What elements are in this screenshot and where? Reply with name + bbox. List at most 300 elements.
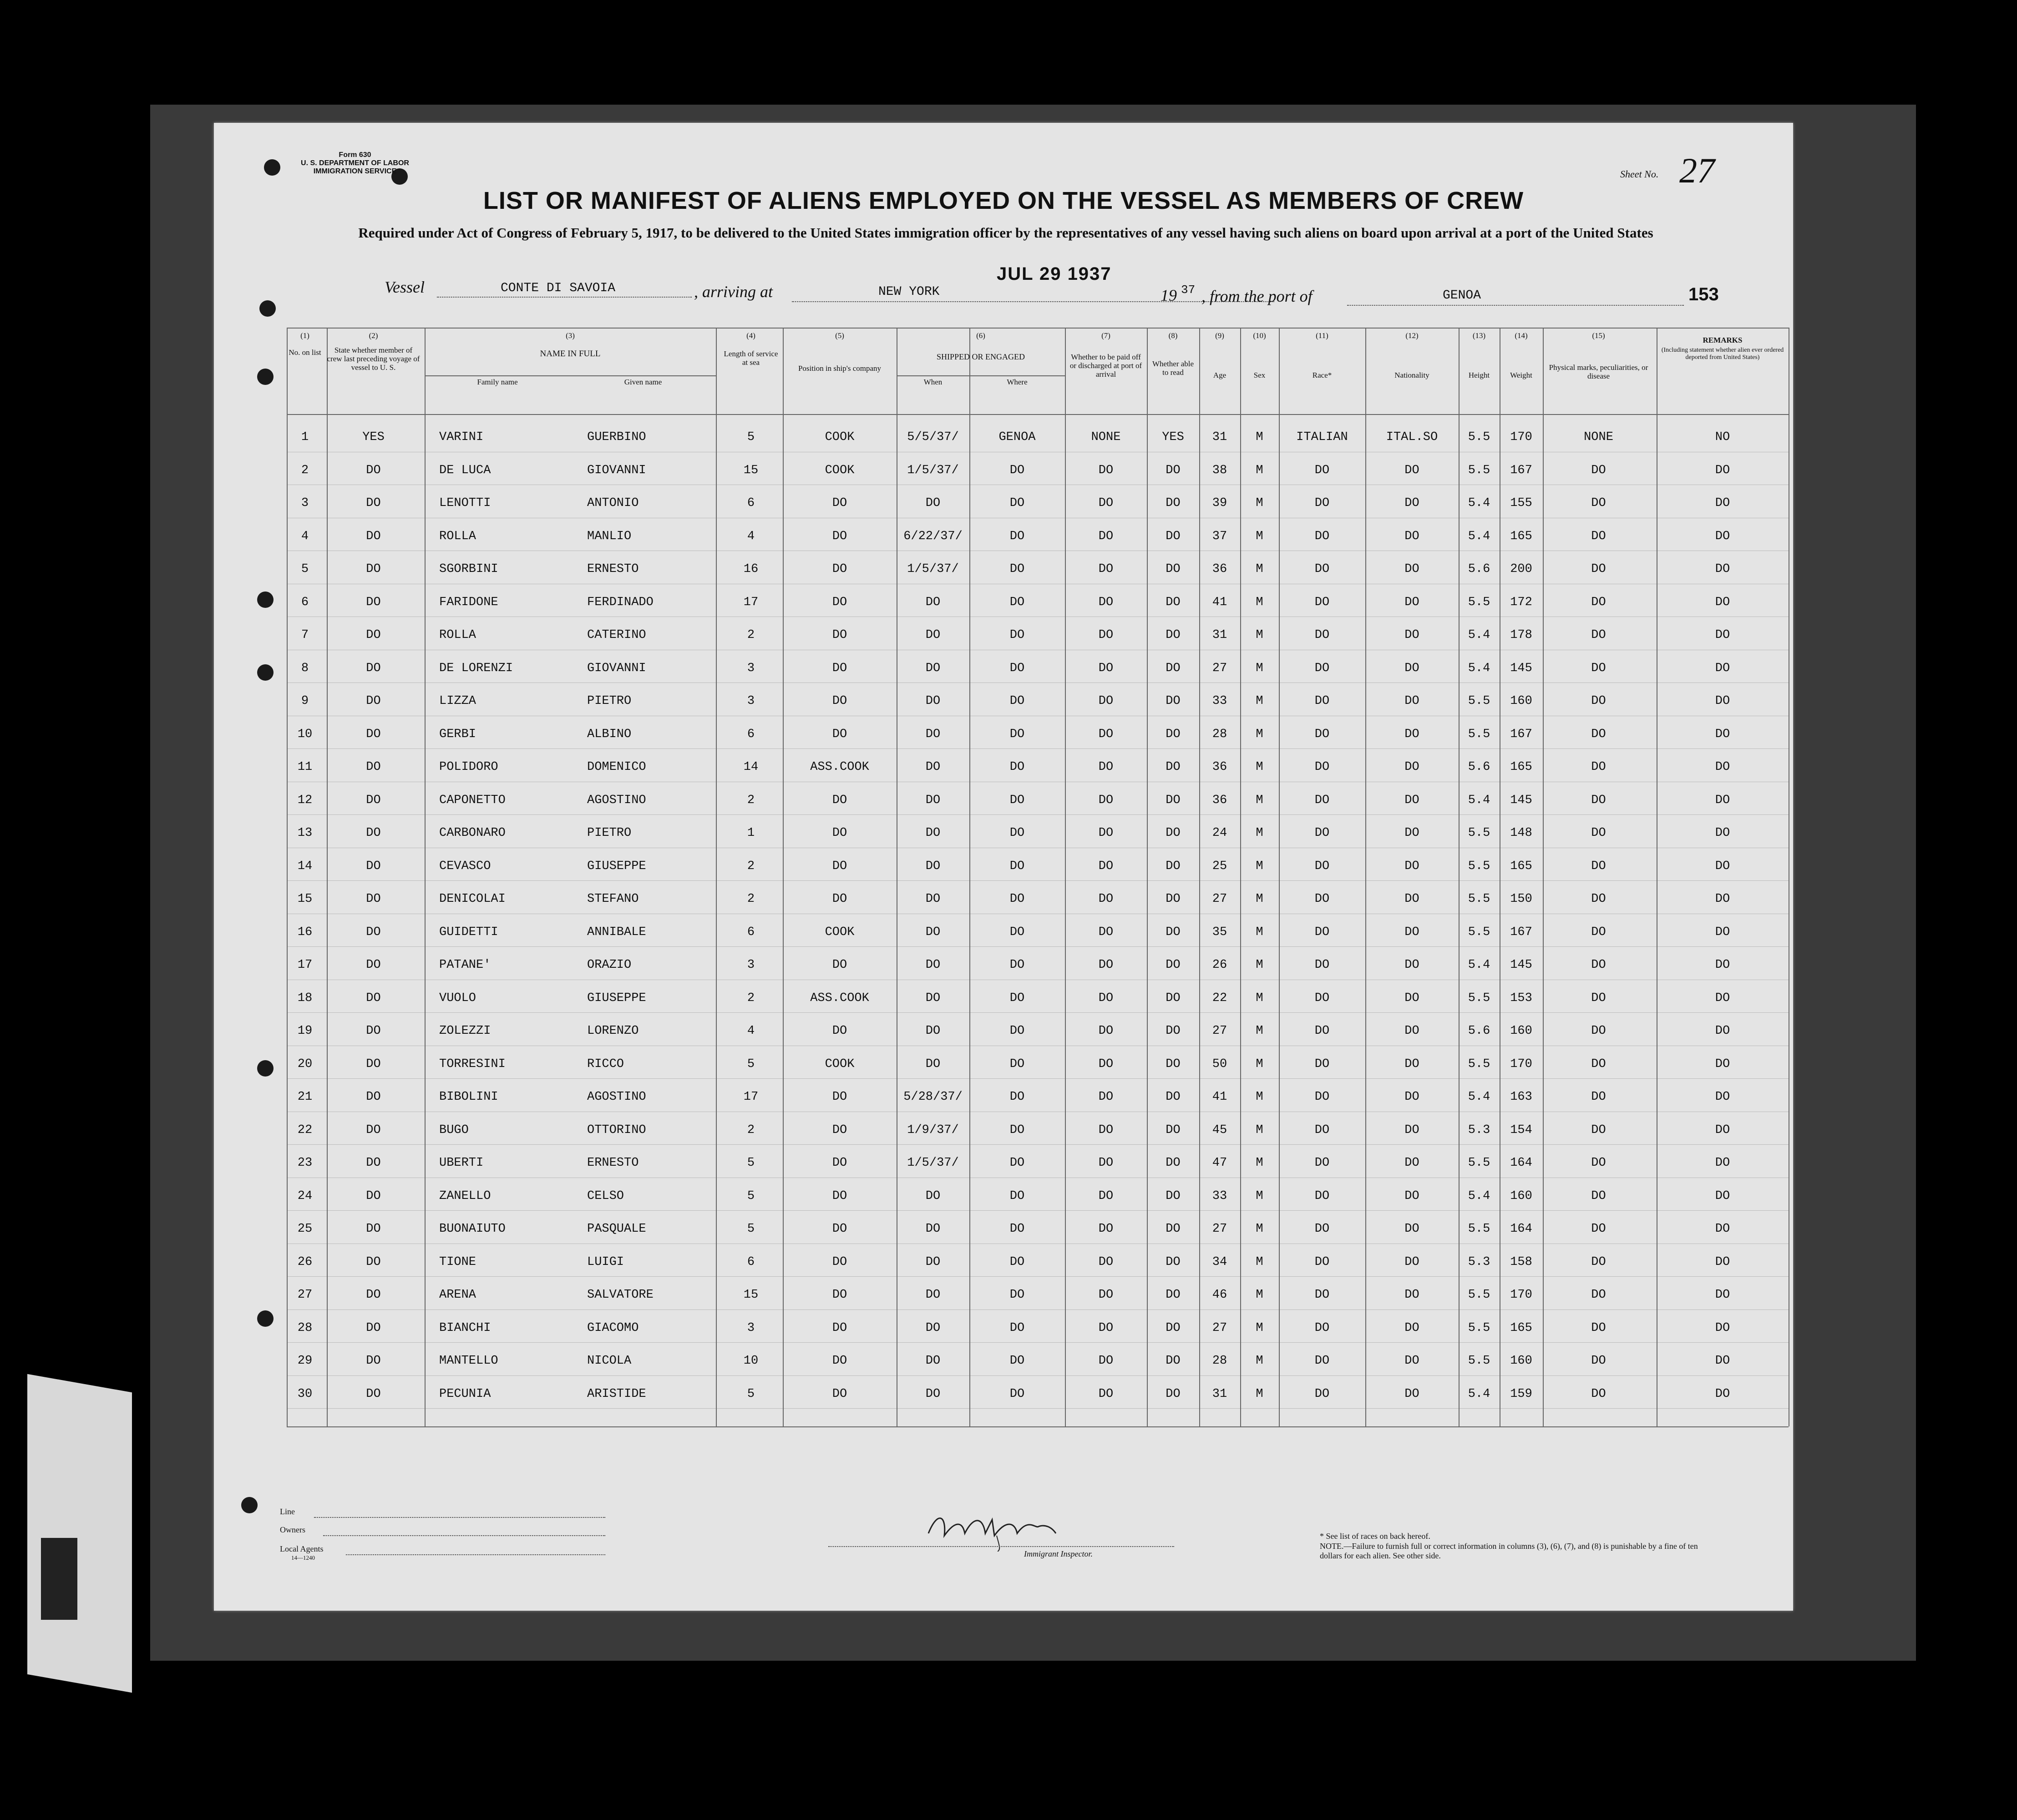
remarks: DO <box>1715 595 1730 609</box>
crew-previous-voyage: DO <box>366 1057 381 1071</box>
row-number: 3 <box>301 496 309 510</box>
row-number: 22 <box>297 1123 313 1137</box>
given-name: DOMENICO <box>587 760 646 774</box>
given-name: PIETRO <box>587 826 632 840</box>
age: 31 <box>1212 628 1227 642</box>
physical-marks: DO <box>1591 727 1606 741</box>
race: DO <box>1314 1255 1330 1269</box>
shipped-when: DO <box>925 892 941 906</box>
age: 31 <box>1212 1387 1227 1401</box>
given-name: OTTORINO <box>587 1123 646 1137</box>
given-name: ANTONIO <box>587 496 639 510</box>
sex: M <box>1256 1090 1263 1104</box>
weight: 155 <box>1510 496 1532 510</box>
nationality: DO <box>1404 727 1419 741</box>
physical-marks: DO <box>1591 1255 1606 1269</box>
row-number: 15 <box>297 892 313 906</box>
physical-marks: DO <box>1591 859 1606 873</box>
race: DO <box>1314 1090 1330 1104</box>
crew-previous-voyage: DO <box>366 1090 381 1104</box>
weight: 172 <box>1510 595 1532 609</box>
nationality: DO <box>1404 1123 1419 1137</box>
row-number: 6 <box>301 595 309 609</box>
family-name: SGORBINI <box>439 562 498 576</box>
sex: M <box>1256 991 1263 1005</box>
col10-label: Sex <box>1253 371 1266 379</box>
position: DO <box>832 1024 847 1038</box>
row-number: 23 <box>297 1156 313 1170</box>
col3-label: NAME IN FULL <box>540 349 601 359</box>
footer-owners-underline <box>323 1535 605 1536</box>
physical-marks: DO <box>1591 1189 1606 1203</box>
crew-previous-voyage: DO <box>366 991 381 1005</box>
shipped-when: DO <box>925 1255 941 1269</box>
year-printed: 19 <box>1161 286 1177 304</box>
shipped-where: DO <box>1009 1354 1025 1368</box>
weight: 160 <box>1510 694 1532 708</box>
height: 5.4 <box>1468 628 1490 642</box>
column-rule <box>716 328 717 1426</box>
row-number: 4 <box>301 529 309 543</box>
crew-previous-voyage: DO <box>366 496 381 510</box>
physical-marks: DO <box>1591 1156 1606 1170</box>
able-to-read: DO <box>1166 727 1181 741</box>
weight: 160 <box>1510 1354 1532 1368</box>
row-rule <box>287 682 1789 683</box>
family-name: ZANELLO <box>439 1189 491 1203</box>
paid-off: DO <box>1098 958 1114 972</box>
sex: M <box>1256 1354 1263 1368</box>
family-name: ARENA <box>439 1288 476 1302</box>
family-name: CEVASCO <box>439 859 491 873</box>
sex: M <box>1256 628 1263 642</box>
footer-line-underline <box>314 1517 605 1518</box>
weight: 167 <box>1510 925 1532 939</box>
service-length: 6 <box>747 1255 755 1269</box>
form-number: Form 630 <box>339 151 371 159</box>
col11-label: Race* <box>1312 371 1332 379</box>
paid-off: DO <box>1098 496 1114 510</box>
sex: M <box>1256 1255 1263 1269</box>
row-number: 25 <box>297 1222 313 1236</box>
height: 5.5 <box>1468 826 1490 840</box>
given-name: RICCO <box>587 1057 624 1071</box>
paid-off: DO <box>1098 1090 1114 1104</box>
remarks: NO <box>1715 430 1730 444</box>
able-to-read: DO <box>1166 1189 1181 1203</box>
row-rule <box>287 946 1789 947</box>
shipped-when: DO <box>925 760 941 774</box>
inspector-signature <box>919 1502 1083 1552</box>
shipped-when: DO <box>925 694 941 708</box>
position: DO <box>832 1255 847 1269</box>
height: 5.4 <box>1468 793 1490 807</box>
row-number: 1 <box>301 430 309 444</box>
header-rule <box>897 375 1065 376</box>
family-name: CARBONARO <box>439 826 506 840</box>
position: DO <box>832 1123 847 1137</box>
race: DO <box>1314 1123 1330 1137</box>
position: DO <box>832 826 847 840</box>
row-number: 10 <box>297 727 313 741</box>
age: 37 <box>1212 529 1227 543</box>
position: DO <box>832 1387 847 1401</box>
family-name: UBERTI <box>439 1156 484 1170</box>
race: DO <box>1314 859 1330 873</box>
position: DO <box>832 1288 847 1302</box>
crew-previous-voyage: DO <box>366 859 381 873</box>
shipped-where: DO <box>1009 1255 1025 1269</box>
weight: 145 <box>1510 793 1532 807</box>
physical-marks: DO <box>1591 1090 1606 1104</box>
able-to-read: DO <box>1166 1057 1181 1071</box>
age: 33 <box>1212 1189 1227 1203</box>
form-id <box>296 151 414 176</box>
able-to-read: DO <box>1166 496 1181 510</box>
able-to-read: DO <box>1166 1123 1181 1137</box>
remarks: DO <box>1715 1288 1730 1302</box>
able-to-read: DO <box>1166 958 1181 972</box>
nationality: DO <box>1404 1090 1419 1104</box>
remarks: DO <box>1715 925 1730 939</box>
crew-previous-voyage: DO <box>366 463 381 477</box>
shipped-where: DO <box>1009 892 1025 906</box>
family-name: ZOLEZZI <box>439 1024 491 1038</box>
given-name: SALVATORE <box>587 1288 654 1302</box>
physical-marks: DO <box>1591 529 1606 543</box>
remarks: DO <box>1715 991 1730 1005</box>
remarks: DO <box>1715 1123 1730 1137</box>
row-number: 9 <box>301 694 309 708</box>
height: 5.4 <box>1468 529 1490 543</box>
position: DO <box>832 1321 847 1335</box>
shipped-where: DO <box>1009 1156 1025 1170</box>
position: DO <box>832 793 847 807</box>
year-written: 37 <box>1181 283 1196 297</box>
race: DO <box>1314 595 1330 609</box>
height: 5.5 <box>1468 727 1490 741</box>
family-name: DENICOLAI <box>439 892 506 906</box>
from-port: GENOA <box>1443 288 1481 303</box>
crew-previous-voyage: DO <box>366 1123 381 1137</box>
shipped-where: DO <box>1009 958 1025 972</box>
service-length: 4 <box>747 529 755 543</box>
vessel-name: CONTE DI SAVOIA <box>501 281 616 295</box>
col6-num: (6) <box>976 331 985 340</box>
paid-off: DO <box>1098 991 1114 1005</box>
race: DO <box>1314 793 1330 807</box>
physical-marks: DO <box>1591 958 1606 972</box>
position: DO <box>832 727 847 741</box>
weight: 165 <box>1510 859 1532 873</box>
service-length: 5 <box>747 1156 755 1170</box>
row-number: 18 <box>297 991 313 1005</box>
family-name: GUIDETTI <box>439 925 498 939</box>
row-rule <box>287 1309 1789 1310</box>
service-length: 2 <box>747 991 755 1005</box>
shipped-where: DO <box>1009 1288 1025 1302</box>
crew-previous-voyage: YES <box>362 430 385 444</box>
paid-off: DO <box>1098 1057 1114 1071</box>
able-to-read: DO <box>1166 1288 1181 1302</box>
able-to-read: DO <box>1166 1321 1181 1335</box>
given-name: GIUSEPPE <box>587 991 646 1005</box>
sex: M <box>1256 760 1263 774</box>
col7-label: Whether to be paid off or discharged at port of arrival <box>1069 353 1142 379</box>
col1-label: No. on list <box>289 348 321 357</box>
row-rule <box>287 1144 1789 1145</box>
family-name: DE LORENZI <box>439 661 513 675</box>
race: DO <box>1314 496 1330 510</box>
height: 5.5 <box>1468 1321 1490 1335</box>
shipped-where: DO <box>1009 595 1025 609</box>
height: 5.4 <box>1468 496 1490 510</box>
row-rule <box>287 1408 1789 1409</box>
service-length: 5 <box>747 1387 755 1401</box>
sex: M <box>1256 1222 1263 1236</box>
col2-label: State whether member of crew last preceding voyage of vessel to U. S. <box>327 346 420 372</box>
from-port-label: , from the port of <box>1201 287 1313 305</box>
race: DO <box>1314 727 1330 741</box>
able-to-read: DO <box>1166 826 1181 840</box>
shipped-where: DO <box>1009 1321 1025 1335</box>
fine-note: NOTE.—Failure to furnish full or correct information in columns (3), (6), (7), and (8) is punishable by a fine of ten dollars for each alien. See other side. <box>1320 1542 1698 1560</box>
col15-label: Physical marks, peculiarities, or disease <box>1549 363 1648 380</box>
col4-label: Length of service at sea <box>724 349 778 367</box>
shipped-when: 1/9/37/ <box>907 1123 959 1137</box>
given-name: GIUSEPPE <box>587 859 646 873</box>
given-name: STEFANO <box>587 892 639 906</box>
given-name: ARISTIDE <box>587 1387 646 1401</box>
height: 5.5 <box>1468 991 1490 1005</box>
crew-previous-voyage: DO <box>366 826 381 840</box>
nationality: DO <box>1404 826 1419 840</box>
col3-family-label: Family name <box>477 378 518 386</box>
able-to-read: DO <box>1166 1024 1181 1038</box>
race-note: * See list of races on back hereof. <box>1320 1532 1430 1541</box>
physical-marks: DO <box>1591 463 1606 477</box>
footer-line-label: Line <box>280 1507 295 1516</box>
service-length: 2 <box>747 859 755 873</box>
race: DO <box>1314 529 1330 543</box>
crew-previous-voyage: DO <box>366 1024 381 1038</box>
paid-off: DO <box>1098 1387 1114 1401</box>
height: 5.4 <box>1468 661 1490 675</box>
sex: M <box>1256 1189 1263 1203</box>
col8-num: (8) <box>1168 331 1178 340</box>
sex: M <box>1256 859 1263 873</box>
height: 5.5 <box>1468 1057 1490 1071</box>
nationality: DO <box>1404 793 1419 807</box>
shipped-where: DO <box>1009 529 1025 543</box>
physical-marks: DO <box>1591 562 1606 576</box>
sex: M <box>1256 562 1263 576</box>
nationality: DO <box>1404 760 1419 774</box>
position: COOK <box>825 463 855 477</box>
given-name: CATERINO <box>587 628 646 642</box>
shipped-where: DO <box>1009 826 1025 840</box>
col6-label: SHIPPED OR ENGAGED <box>936 352 1025 361</box>
weight: 145 <box>1510 661 1532 675</box>
given-name: LORENZO <box>587 1024 639 1038</box>
service-length: 2 <box>747 1123 755 1137</box>
nationality: DO <box>1404 1387 1419 1401</box>
race: DO <box>1314 562 1330 576</box>
able-to-read: DO <box>1166 1387 1181 1401</box>
remarks: DO <box>1715 1255 1730 1269</box>
physical-marks: DO <box>1591 892 1606 906</box>
shipped-where: DO <box>1009 1189 1025 1203</box>
family-name: CAPONETTO <box>439 793 506 807</box>
physical-marks: DO <box>1591 925 1606 939</box>
given-name: PASQUALE <box>587 1222 646 1236</box>
row-number: 16 <box>297 925 313 939</box>
family-name: PECUNIA <box>439 1387 491 1401</box>
remarks: DO <box>1715 793 1730 807</box>
shipped-when: DO <box>925 1321 941 1335</box>
sheet-number: 27 <box>1679 151 1715 190</box>
remarks: DO <box>1715 661 1730 675</box>
able-to-read: DO <box>1166 1255 1181 1269</box>
crew-previous-voyage: DO <box>366 727 381 741</box>
position: DO <box>832 1189 847 1203</box>
paid-off: DO <box>1098 529 1114 543</box>
header-rule <box>287 328 1789 329</box>
from-port-underline <box>1347 305 1684 306</box>
shipped-where: DO <box>1009 463 1025 477</box>
weight: 160 <box>1510 1189 1532 1203</box>
remarks: DO <box>1715 826 1730 840</box>
race: DO <box>1314 1387 1330 1401</box>
remarks: DO <box>1715 694 1730 708</box>
shipped-when: DO <box>925 1354 941 1368</box>
crew-previous-voyage: DO <box>366 925 381 939</box>
weight: 167 <box>1510 727 1532 741</box>
height: 5.5 <box>1468 892 1490 906</box>
physical-marks: NONE <box>1584 430 1613 444</box>
shipped-when: DO <box>925 1387 941 1401</box>
weight: 170 <box>1510 1057 1532 1071</box>
nationality: DO <box>1404 991 1419 1005</box>
shipped-when: 1/5/37/ <box>907 463 959 477</box>
position: DO <box>832 496 847 510</box>
given-name: GUERBINO <box>587 430 646 444</box>
nationality: DO <box>1404 1354 1419 1368</box>
service-length: 6 <box>747 925 755 939</box>
remarks: DO <box>1715 1354 1730 1368</box>
weight: 159 <box>1510 1387 1532 1401</box>
row-rule <box>287 1210 1789 1211</box>
age: 36 <box>1212 760 1227 774</box>
paid-off: DO <box>1098 628 1114 642</box>
physical-marks: DO <box>1591 991 1606 1005</box>
able-to-read: DO <box>1166 562 1181 576</box>
shipped-where: DO <box>1009 1024 1025 1038</box>
position: ASS.COOK <box>810 760 869 774</box>
position: DO <box>832 892 847 906</box>
shipped-when: DO <box>925 628 941 642</box>
manifest-sheet <box>214 123 1793 1611</box>
nationality: ITAL.SO <box>1386 430 1438 444</box>
col5-num: (5) <box>835 331 844 340</box>
age: 50 <box>1212 1057 1227 1071</box>
sex: M <box>1256 1387 1263 1401</box>
row-number: 30 <box>297 1387 313 1401</box>
service-length: 3 <box>747 661 755 675</box>
shipped-when: DO <box>925 496 941 510</box>
height: 5.5 <box>1468 925 1490 939</box>
service-length: 5 <box>747 1222 755 1236</box>
arriving-port: NEW YORK <box>878 285 940 299</box>
position: DO <box>832 1090 847 1104</box>
family-name: GERBI <box>439 727 476 741</box>
paid-off: DO <box>1098 1024 1114 1038</box>
crew-previous-voyage: DO <box>366 892 381 906</box>
physical-marks: DO <box>1591 1024 1606 1038</box>
physical-marks: DO <box>1591 1222 1606 1236</box>
position: DO <box>832 595 847 609</box>
crew-previous-voyage: DO <box>366 1222 381 1236</box>
shipped-when: DO <box>925 925 941 939</box>
family-name: FARIDONE <box>439 595 498 609</box>
row-number: 26 <box>297 1255 313 1269</box>
page-number: 153 <box>1688 284 1719 304</box>
sex: M <box>1256 958 1263 972</box>
remarks: DO <box>1715 1057 1730 1071</box>
shipped-when: DO <box>925 1222 941 1236</box>
sex: M <box>1256 463 1263 477</box>
sex: M <box>1256 826 1263 840</box>
shipped-where: DO <box>1009 661 1025 675</box>
nationality: DO <box>1404 1255 1419 1269</box>
race: DO <box>1314 1321 1330 1335</box>
given-name: NICOLA <box>587 1354 632 1368</box>
row-rule <box>287 748 1789 749</box>
position: DO <box>832 1222 847 1236</box>
able-to-read: DO <box>1166 1156 1181 1170</box>
physical-marks: DO <box>1591 628 1606 642</box>
shipped-where: DO <box>1009 991 1025 1005</box>
remarks: DO <box>1715 463 1730 477</box>
col12-label: Nationality <box>1394 371 1429 379</box>
race: DO <box>1314 991 1330 1005</box>
paid-off: DO <box>1098 892 1114 906</box>
position: DO <box>832 562 847 576</box>
paid-off: DO <box>1098 1354 1114 1368</box>
paid-off: DO <box>1098 595 1114 609</box>
col16-label: REMARKS <box>1703 336 1743 344</box>
col13-label: Height <box>1468 371 1490 379</box>
given-name: ERNESTO <box>587 1156 639 1170</box>
height: 5.6 <box>1468 1024 1490 1038</box>
able-to-read: DO <box>1166 661 1181 675</box>
row-number: 27 <box>297 1288 313 1302</box>
family-name: DE LUCA <box>439 463 491 477</box>
weight: 165 <box>1510 1321 1532 1335</box>
shipped-where: GENOA <box>998 430 1036 444</box>
shipped-when: 5/5/37/ <box>907 430 959 444</box>
col4-num: (4) <box>746 331 755 340</box>
height: 5.4 <box>1468 1189 1490 1203</box>
paid-off: DO <box>1098 760 1114 774</box>
paid-off: DO <box>1098 463 1114 477</box>
column-rule <box>425 328 426 1426</box>
vessel-underline <box>437 297 692 298</box>
remarks: DO <box>1715 1090 1730 1104</box>
shipped-when: 5/28/37/ <box>903 1090 963 1104</box>
remarks: DO <box>1715 562 1730 576</box>
service-length: 3 <box>747 958 755 972</box>
